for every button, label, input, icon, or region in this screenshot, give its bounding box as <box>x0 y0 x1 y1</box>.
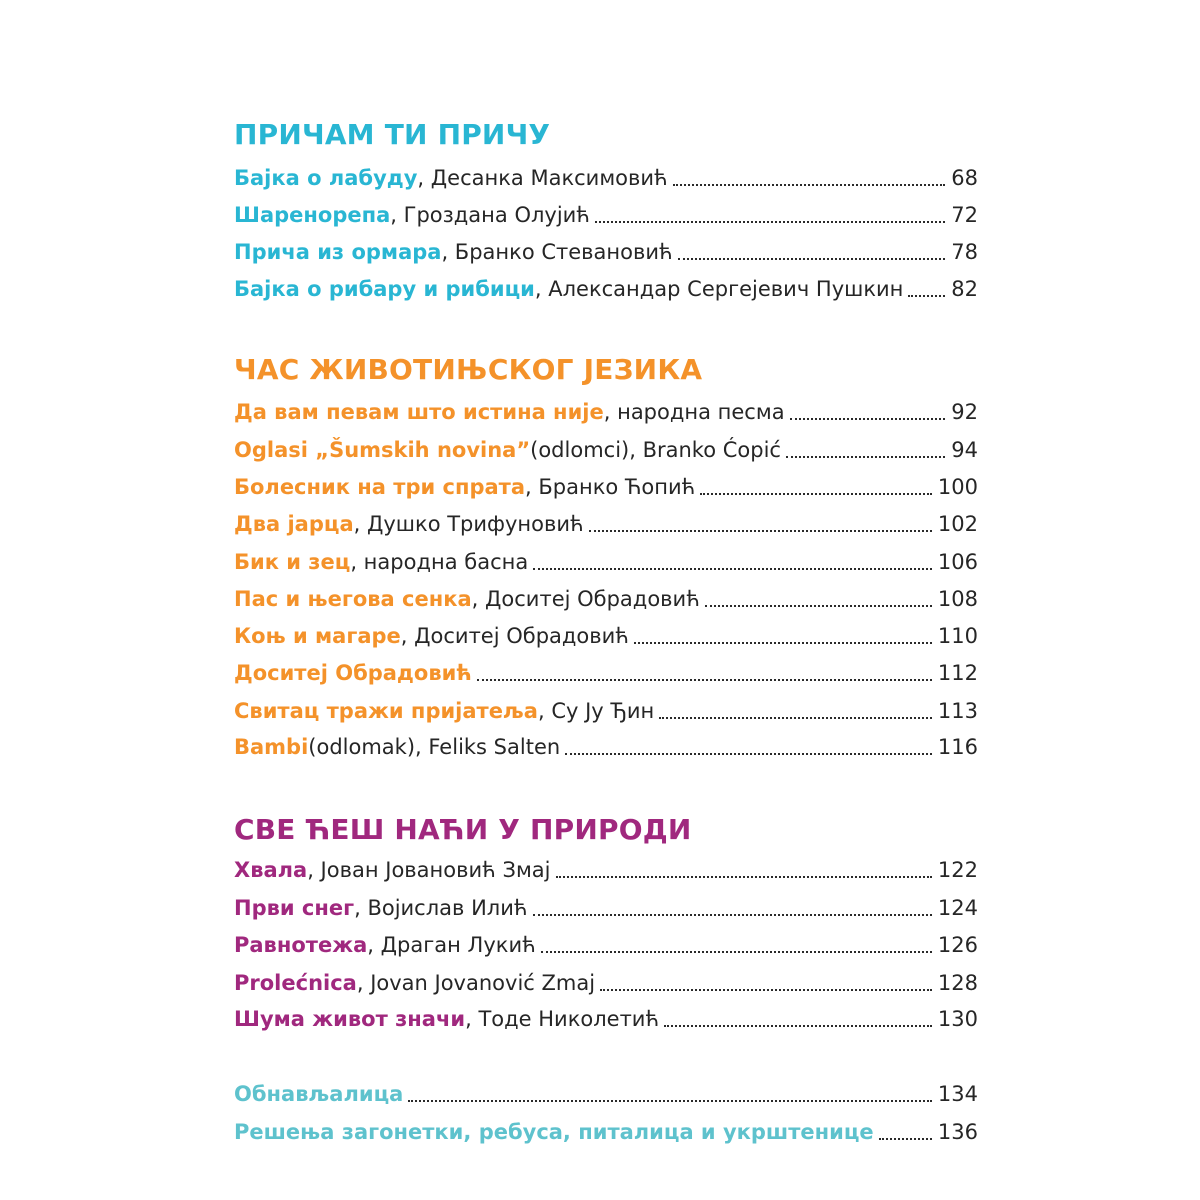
toc-entry[interactable] <box>234 656 978 688</box>
toc-entry[interactable] <box>234 235 978 267</box>
entry-page-number: 94 <box>951 438 978 462</box>
entry-title: Два јарца <box>234 512 354 536</box>
appendix-entry[interactable] <box>234 1115 978 1147</box>
entry-title: Бик и зец <box>234 550 351 574</box>
dot-leader <box>664 1025 932 1027</box>
entry-page-number: 113 <box>937 699 978 723</box>
entry-author: , Бранко Стевановић <box>441 240 673 264</box>
entry-page-number: 136 <box>937 1120 978 1144</box>
entry-author: , Доситеј Обрадовић <box>400 624 629 648</box>
dot-leader <box>565 753 932 755</box>
entry-page-number: 92 <box>951 400 978 424</box>
section-heading: ПРИЧАМ ТИ ПРИЧУ <box>234 118 551 151</box>
entry-page-number: 100 <box>937 475 978 499</box>
entry-title: Шаренорепа <box>234 203 391 227</box>
entry-author: , Десанка Максимовић <box>417 166 668 190</box>
entry-title: Свитац тражи пријатеља <box>234 699 538 723</box>
entry-page-number: 130 <box>937 1007 978 1031</box>
entry-author: (odlomak), Feliks Salten <box>308 735 561 759</box>
dot-leader <box>678 258 946 260</box>
entry-author: , Александар Сергејевич Пушкин <box>534 277 904 301</box>
toc-entry[interactable] <box>234 694 978 726</box>
dot-leader <box>659 717 932 719</box>
entry-author: , Бранко Ћопић <box>525 475 696 499</box>
entry-author: , народна басна <box>350 550 529 574</box>
entry-title: Обнављалица <box>234 1082 404 1106</box>
entry-author: , Тоде Николетић <box>465 1007 660 1031</box>
dot-leader <box>541 951 932 953</box>
entry-page-number: 128 <box>937 971 978 995</box>
entry-page-number: 126 <box>937 933 978 957</box>
dot-leader <box>589 530 932 532</box>
toc-entry[interactable] <box>234 198 978 230</box>
entry-title: Bambi <box>234 735 309 759</box>
toc-entry[interactable] <box>234 966 978 998</box>
entry-title: Пас и његова сенка <box>234 587 472 611</box>
dot-leader <box>533 914 932 916</box>
section-heading: ЧАС ЖИВОТИЊСКОГ ЈЕЗИКА <box>234 353 703 386</box>
entry-title: Да вам певам што истина није <box>234 400 604 424</box>
entry-author: , Доситеј Обрадовић <box>471 587 700 611</box>
entry-page-number: 134 <box>937 1082 978 1106</box>
dot-leader <box>477 679 932 681</box>
dot-leader <box>600 989 932 991</box>
entry-page-number: 82 <box>951 277 978 301</box>
entry-title: Oglasi „Šumskih novina” <box>234 438 531 462</box>
entry-author: , Драган Лукић <box>367 933 536 957</box>
dot-leader <box>556 876 932 878</box>
dot-leader <box>790 418 946 420</box>
entry-page-number: 110 <box>937 624 978 648</box>
toc-entry[interactable] <box>234 433 978 465</box>
dot-leader <box>634 642 932 644</box>
entry-author: , Војислав Илић <box>354 896 528 920</box>
entry-title: Болесник на три спрата <box>234 475 526 499</box>
appendix-entry[interactable] <box>234 1077 978 1109</box>
dot-leader <box>786 456 945 458</box>
dot-leader <box>533 568 932 570</box>
entry-title: Равнотежа <box>234 933 368 957</box>
entry-page-number: 108 <box>937 587 978 611</box>
dot-leader <box>595 221 945 223</box>
toc-entry[interactable] <box>234 853 978 885</box>
entry-page-number: 78 <box>951 240 978 264</box>
entry-author: (odlomci), Branko Ćopić <box>530 438 781 462</box>
toc-entry[interactable] <box>234 272 978 304</box>
entry-page-number: 112 <box>937 661 978 685</box>
entry-page-number: 72 <box>951 203 978 227</box>
entry-title: Прича из ормара <box>234 240 442 264</box>
entry-page-number: 106 <box>937 550 978 574</box>
entry-title: Шума живот значи <box>234 1007 466 1031</box>
entry-author: , Јован Јовановић Змај <box>307 858 551 882</box>
entry-page-number: 116 <box>937 735 978 759</box>
entry-title: Коњ и магаре <box>234 624 401 648</box>
toc-entry[interactable] <box>234 395 978 427</box>
entry-author: , народна песма <box>603 400 785 424</box>
toc-entry[interactable] <box>234 161 978 193</box>
entry-author: , Душко Трифуновић <box>353 512 584 536</box>
toc-entry[interactable] <box>234 928 978 960</box>
dot-leader <box>700 493 932 495</box>
toc-entry[interactable] <box>234 619 978 651</box>
entry-title: Prolećnica <box>234 971 357 995</box>
entry-title: Хвала <box>234 858 308 882</box>
entry-page-number: 124 <box>937 896 978 920</box>
toc-entry[interactable] <box>234 582 978 614</box>
entry-title: Први снег <box>234 896 355 920</box>
entry-title: Бајка о рибару и рибици <box>234 277 535 301</box>
entry-page-number: 122 <box>937 858 978 882</box>
entry-title: Доситеј Обрадовић <box>234 661 472 685</box>
entry-author: , Гроздана Олујић <box>390 203 590 227</box>
entry-page-number: 102 <box>937 512 978 536</box>
dot-leader <box>879 1138 932 1140</box>
toc-entry[interactable] <box>234 891 978 923</box>
dot-leader <box>673 184 946 186</box>
entry-author: , Jovan Jovanović Zmaj <box>356 971 596 995</box>
entry-title: Решења загонетки, ребуса, питалица и укрштенице <box>234 1120 874 1144</box>
dot-leader <box>408 1100 932 1102</box>
section-heading: СВЕ ЋЕШ НАЋИ У ПРИРОДИ <box>234 813 692 846</box>
entry-page-number: 68 <box>951 166 978 190</box>
toc-entry[interactable] <box>234 545 978 577</box>
toc-entry[interactable] <box>234 470 978 502</box>
entry-title: Бајка о лабуду <box>234 166 418 190</box>
entry-author: , Су Ју Ђин <box>537 699 655 723</box>
dot-leader <box>908 295 945 297</box>
toc-entry[interactable] <box>234 1002 978 1034</box>
dot-leader <box>705 605 932 607</box>
toc-entry[interactable] <box>234 730 978 762</box>
toc-entry[interactable] <box>234 507 978 539</box>
